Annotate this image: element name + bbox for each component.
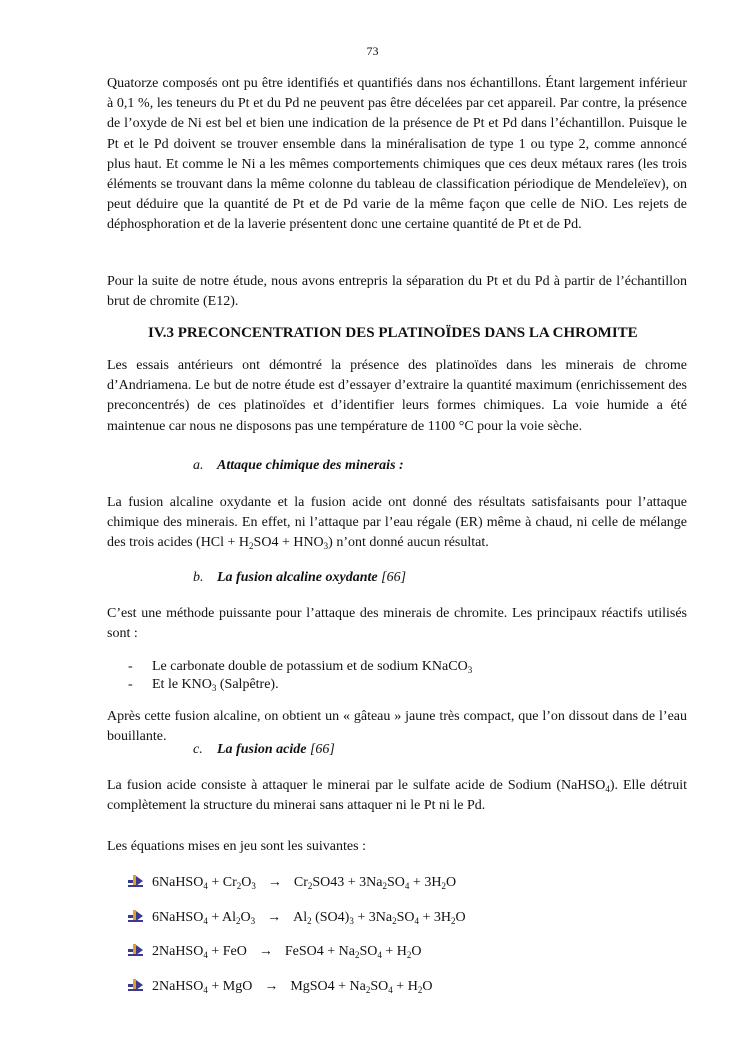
paragraph-equations-intro: Les équations mises en jeu sont les suivantes : [107, 839, 366, 854]
subscript: 2 [441, 881, 446, 891]
section-heading: IV.3 PRECONCENTRATION DES PLATINOÏDES DANS LA CHROMITE [148, 325, 638, 341]
eq-text: SO [396, 910, 415, 925]
subscript: 3 [349, 916, 354, 926]
eq-text: + 3Na [344, 875, 383, 890]
list-item-text-tail: (Salpêtre). [216, 677, 279, 692]
subscript: 3 [211, 683, 217, 693]
eq-text: Cr [293, 875, 308, 890]
paragraph-separation: Pour la suite de notre étude, nous avons entrepris la séparation du Pt et du Pd à partir de l’échantillon brut de chromite (E12). [107, 274, 687, 310]
eq-text: O [240, 910, 251, 925]
subscript: 2 [307, 916, 312, 926]
eq-text: 3 [337, 875, 345, 890]
subscript: 4 [414, 916, 419, 926]
eq-text: 2NaHSO [152, 944, 204, 959]
subscript: 4 [377, 950, 382, 960]
subscript: 3 [251, 881, 256, 891]
list-item-text: Le carbonate double de potassium et de sodium KNaCO [152, 659, 468, 674]
eq-text: + Cr [207, 875, 237, 890]
paragraph-results: Quatorze composés ont pu être identifiés et quantifiés dans nos échantillons. Étant largement inférieur à 0,1 %, les teneurs du Pt et du Pd ne peuvent pas être décelées par cet appareil. Par contre, la présence de l’oxyde de Ni est bel et bien une indication de la présence de Pt et Pd dans l’échantillon. Puisque le Pt et le Pd doivent se trouver ensemble dans la minéralisation de type 1 ou type 2, comme annoncé plus haut. Et comme le Ni a les mêmes comportements chimiques que ces deux métaux rares (les trois éléments se trouvant dans la même colonne du tableau de classification périodique de Mendeleïev), on peut déduire que la quantité de Pt et de Pd varie de la même façon que celle de NiO. Les rejets de déphosphoration et de la laverie présentent donc une certaine quantité de Pt et de Pd. [107, 76, 687, 233]
subheading-c-letter: c. [193, 742, 203, 757]
eq-text: O [422, 979, 433, 994]
reaction-arrow: → [267, 875, 282, 890]
subscript: 4 [203, 881, 208, 891]
eq-text: 2NaHSO [152, 979, 204, 994]
paragraph-attack-text: La fusion alcaline oxydante et la fusion acide ont donné des résultats satisfaisants pour l’attaque chimique des minerais. En effet, ni l’attaque par l’eau régale (ER) même à chaud, ni celle de mélange des trois acides (HCl + H [107, 495, 687, 551]
eq-text: + Al [207, 910, 236, 925]
subscript: 4 [203, 985, 208, 995]
eq-text: 6NaHSO [152, 875, 204, 890]
page-number: 73 [366, 44, 379, 58]
eq-text: + MgO [207, 979, 253, 994]
arrow-bullet-icon [128, 874, 144, 888]
list-item [128, 676, 279, 694]
subscript: 4 [404, 881, 410, 891]
equation-2 [128, 909, 466, 926]
arrow-bullet-icon [128, 909, 144, 923]
eq-text: MgSO4 + Na [290, 979, 366, 994]
eq-text: SO [359, 944, 378, 959]
subscript: 2 [406, 950, 412, 960]
paragraph-method: C’est une méthode puissante pour l’attaque des minerais de chromite. Les principaux réactifs utilisés sont : [107, 606, 687, 642]
subscript: 4 [203, 916, 208, 926]
subscript: 2 [450, 916, 456, 926]
eq-text: + H [381, 944, 407, 959]
arrow-bullet-icon [128, 943, 144, 957]
subscript: 2 [307, 881, 313, 891]
reaction-arrow: → [267, 910, 282, 925]
subheading-b-letter: b. [193, 570, 204, 585]
subscript: 3 [250, 916, 256, 926]
subheading-b-title: La fusion alcaline oxydante [217, 570, 378, 585]
eq-text: 6NaHSO [152, 910, 204, 925]
subscript: 4 [388, 985, 393, 995]
list-item [128, 658, 472, 676]
eq-text: O [455, 910, 466, 925]
subscript: 2 [365, 985, 371, 995]
subscript: 2 [236, 881, 242, 891]
subheading-a [193, 458, 404, 474]
equation-3 [128, 943, 422, 960]
subscript: 2 [249, 541, 254, 552]
paragraph-attack-text-3: ) n’ont donné aucun résultat. [328, 535, 489, 551]
subscript: 2 [382, 881, 388, 891]
subscript: 3 [467, 665, 473, 675]
dash-marker: - [128, 659, 133, 674]
subheading-c [193, 742, 335, 758]
reaction-arrow: → [264, 979, 279, 994]
subscript: 2 [354, 950, 360, 960]
equation-4 [128, 978, 432, 995]
eq-text: O [241, 875, 252, 890]
eq-text: + 3H [409, 875, 442, 890]
eq-text: + 3Na [353, 910, 393, 925]
subheading-a-letter: a. [193, 458, 204, 473]
dash-marker: - [128, 677, 133, 692]
arrow-bullet-icon [128, 978, 144, 992]
subheading-b [193, 570, 406, 586]
subheading-a-title: Attaque chimique des minerais : [217, 458, 404, 473]
paragraph-acid-text-tail: ). Elle détruit complètement la structure du minerai sans attaquer ni le Pt ni le Pd. [107, 778, 687, 814]
subscript: 3 [323, 541, 329, 552]
eq-text: SO [370, 979, 389, 994]
eq-text: + 3H [418, 910, 451, 925]
subscript: 2 [392, 916, 397, 926]
list-item-text: Et le KNO [152, 677, 212, 692]
eq-text: (SO4) [311, 910, 350, 925]
eq-text: SO [387, 875, 405, 890]
paragraph-attack [107, 493, 687, 554]
paragraph-acid-text: La fusion acide consiste à attaquer le minerai par le sulfate acide de Sodium (NaHSO [107, 778, 606, 793]
subscript: 4 [203, 950, 208, 960]
eq-text: FeSO4 + Na [284, 944, 355, 959]
paragraph-after-fusion: Après cette fusion alcaline, on obtient un « gâteau » jaune très compact, que l’on dissout dans de l’eau bouillante. [107, 709, 687, 745]
eq-text: + H [392, 979, 418, 994]
reaction-arrow: → [258, 944, 273, 959]
paragraph-prior-tests: Les essais antérieurs ont démontré la présence des platinoïdes dans les minerais de chrome d’Andriamena. Le but de notre étude est d’essayer d’extraire la quantité maximum (enrichissement des preconcentrés) de ces platinoïdes et d’identifier leurs formes chimiques. La voie humide a été maintenue car nous ne disposons pas une température de 1100 °C pour la voie sèche. [107, 358, 687, 434]
subscript: 2 [235, 916, 241, 926]
equation-1 [128, 874, 456, 891]
paragraph-acid-fusion [107, 776, 687, 816]
eq-text: Al [293, 910, 308, 925]
subscript: 2 [417, 985, 423, 995]
subheading-b-ref: [66] [377, 570, 407, 585]
eq-text: + FeO [207, 944, 247, 959]
eq-text: O [411, 944, 422, 959]
subscript: 4 [605, 784, 610, 794]
eq-text: O [445, 875, 457, 890]
subheading-c-ref: [66] [306, 742, 335, 757]
paragraph-attack-text-2: SO4 + HNO [253, 535, 324, 551]
eq-text: SO4 [312, 875, 338, 890]
subheading-c-title: La fusion acide [217, 742, 307, 757]
